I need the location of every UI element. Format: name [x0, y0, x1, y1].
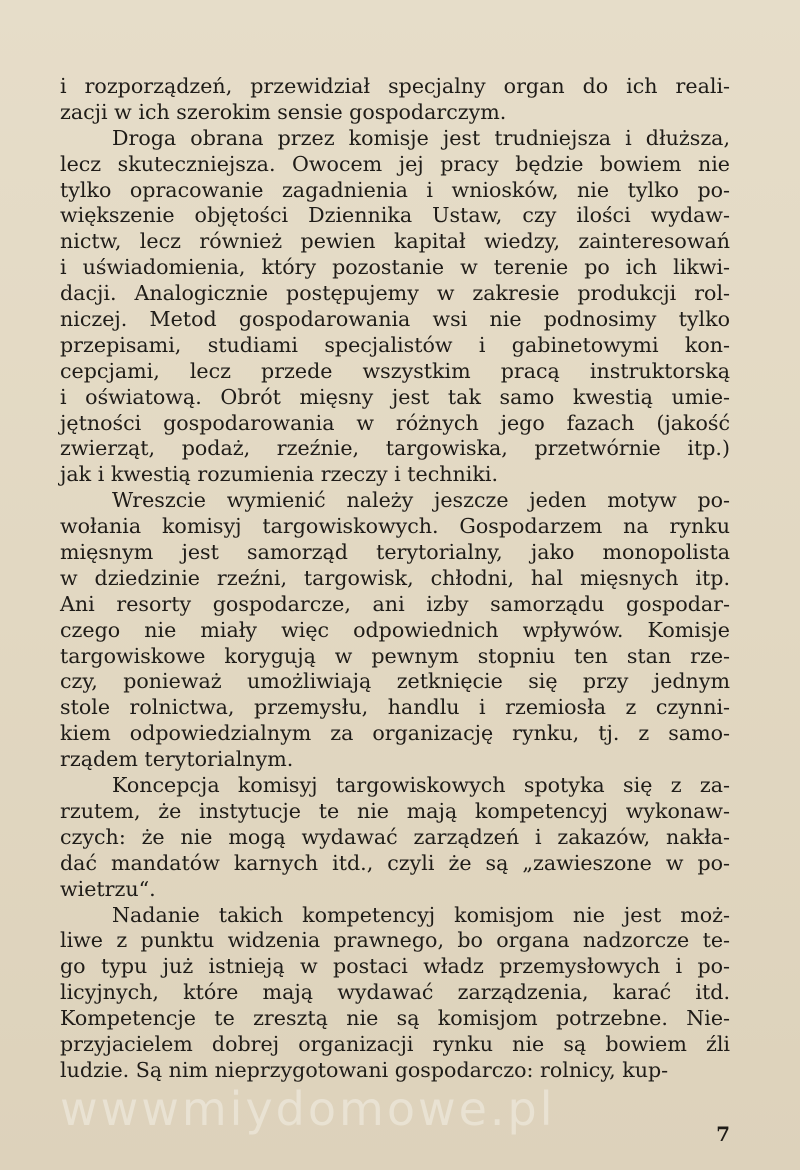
text-line: czy, ponieważ umożliwiają zetknięcie się przy jednym	[60, 669, 730, 694]
text-line: jak i kwestią rozumienia rzeczy i techniki.	[60, 462, 498, 487]
paragraph	[60, 488, 730, 773]
text-line: cepcjami, lecz przede wszystkim pracą instruktorską	[60, 358, 730, 383]
text-line: liwe z punktu widzenia prawnego, bo organa nadzorcze te-	[60, 928, 730, 953]
text-line: wietrzu“.	[60, 876, 156, 901]
text-line: i uświadomienia, który pozostanie w terenie po ich likwi-	[60, 255, 730, 280]
text-line: i oświatową. Obrót mięsny jest tak samo kwestią umie-	[60, 384, 730, 409]
text-line: Droga obrana przez komisje jest trudniejsza i dłuższa,	[112, 125, 730, 150]
text-line: nictw, lecz również pewien kapitał wiedzy, zainteresowań	[60, 229, 730, 254]
text-line: i rozporządzeń, przewidział specjalny organ do ich reali-	[60, 74, 730, 98]
text-line: dacji. Analogicznie postępujemy w zakresie produkcji rol-	[60, 281, 730, 306]
text-line: kiem odpowiedzialnym za organizację rynku, tj. z samo-	[60, 721, 730, 746]
text-line: stole rolnictwa, przemysłu, handlu i rzemiosła z czynni-	[60, 695, 730, 720]
text-line: jętności gospodarowania w różnych jego fazach (jakość	[60, 410, 730, 435]
text-line: przepisami, studiami specjalistów i gabinetowymi kon-	[60, 332, 730, 357]
text-line: większenie objętości Dziennika Ustaw, czy ilości wydaw-	[60, 203, 730, 228]
paragraph	[60, 903, 730, 1084]
paragraph	[60, 74, 730, 126]
text-line: dać mandatów karnych itd., czyli że są „zawieszone w po-	[60, 850, 730, 875]
paragraph	[60, 773, 730, 902]
text-line: rządem terytorialnym.	[60, 747, 294, 772]
text-line: go typu już istnieją w postaci władz przemysłowych i po-	[60, 954, 730, 979]
paragraph	[60, 126, 730, 488]
text-line: lecz skuteczniejsza. Owocem jej pracy będzie bowiem nie	[60, 151, 730, 176]
text-line: niczej. Metod gospodarowania wsi nie podnosimy tylko	[60, 307, 730, 332]
text-line: wołania komisyj targowiskowych. Gospodarzem na rynku	[60, 514, 730, 539]
text-line: licyjnych, które mają wydawać zarządzenia, karać itd.	[60, 980, 730, 1005]
watermark: wwwmiydomowe.pl	[60, 1082, 556, 1136]
text-line: czych: że nie mogą wydawać zarządzeń i zakazów, nakła-	[60, 824, 730, 849]
text-line: rzutem, że instytucje te nie mają kompetencyj wykonaw-	[60, 798, 730, 823]
text-line: przyjacielem dobrej organizacji rynku nie są bowiem źli	[60, 1031, 730, 1056]
text-line: tylko opracowanie zagadnienia i wniosków, nie tylko po-	[60, 177, 730, 202]
text-line: mięsnym jest samorząd terytorialny, jako monopolista	[60, 540, 730, 565]
text-line: targowiskowe korygują w pewnym stopniu ten stan rze-	[60, 643, 730, 668]
text-line: Koncepcja komisyj targowiskowych spotyka się z za-	[112, 773, 730, 798]
text-line: czego nie miały więc odpowiednich wpływów. Komisje	[60, 617, 730, 642]
text-line: Nadanie takich kompetencyj komisjom nie jest moż-	[112, 902, 730, 927]
text-line: w dziedzinie rzeźni, targowisk, chłodni, hal mięsnych itp.	[60, 565, 730, 590]
text-line: zacji w ich szerokim sensie gospodarczym.	[60, 99, 507, 124]
text-line: zwierząt, podaż, rzeźnie, targowiska, przetwórnie itp.)	[60, 436, 730, 461]
text-line: Ani resorty gospodarcze, ani izby samorządu gospodar-	[60, 591, 730, 616]
text-line: Kompetencje te zresztą nie są komisjom potrzebne. Nie-	[60, 1006, 730, 1031]
page-number: 7	[716, 1122, 730, 1146]
body-text	[60, 74, 730, 1084]
text-line: ludzie. Są nim nieprzygotowani gospodarczo: rolnicy, kup-	[60, 1057, 669, 1082]
text-line: Wreszcie wymienić należy jeszcze jeden motyw po-	[112, 488, 730, 513]
